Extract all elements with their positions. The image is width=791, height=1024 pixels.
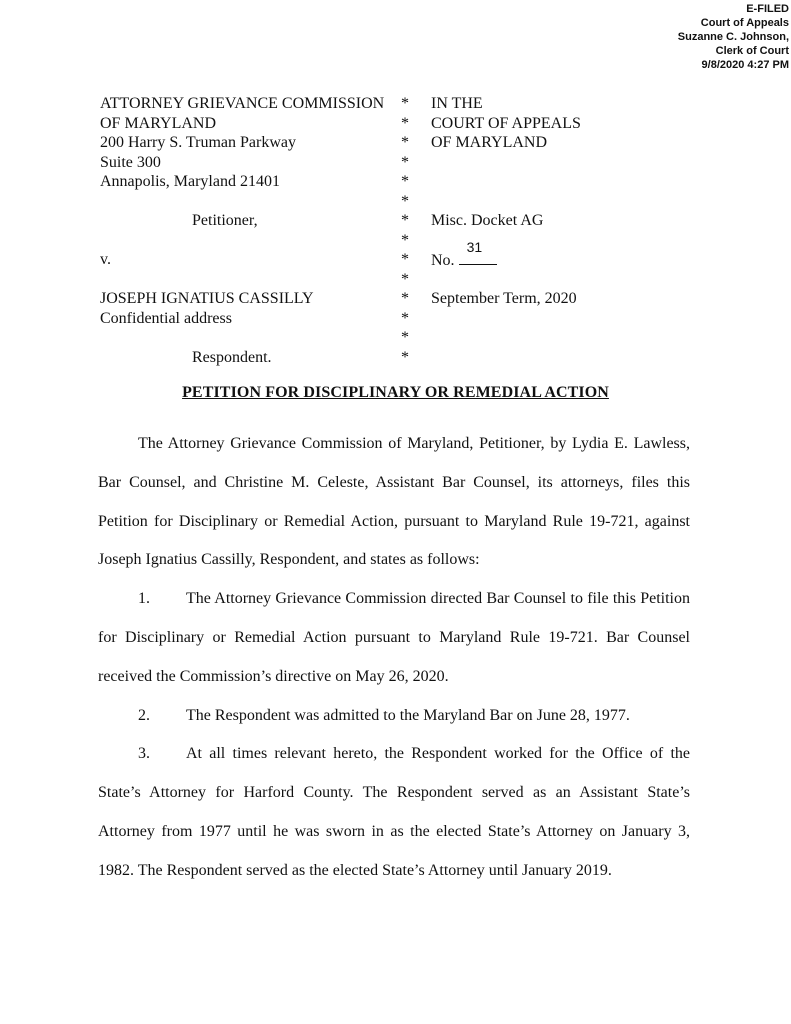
numbered-paragraph-1 [98,580,690,696]
docket-label: Misc. Docket AG [431,212,544,229]
star: * [401,231,409,249]
court-line: IN THE [431,95,483,112]
stamp-line: 9/8/2020 4:27 PM [701,59,789,71]
star: * [401,173,409,190]
star: * [401,348,409,366]
blank-line [431,192,691,212]
paragraph-text: The Attorney Grievance Commission directed Bar Counsel to file this Petition for Disciplinary or Remedial Action pursuant to Maryland Rule 19-721. Bar Counsel received the Commission’s directive on May 26, 2020. [98,590,690,685]
court-line: OF MARYLAND [431,134,548,151]
caption-parties [100,94,396,367]
petitioner-name: ATTORNEY GRIEVANCE COMMISSION [100,95,385,112]
blank-line [431,270,691,290]
star: * [401,95,409,112]
star: * [401,212,409,229]
blank-line [100,270,396,290]
star: * [401,329,409,346]
star: * [401,192,409,210]
court-line: COURT OF APPEALS [431,114,581,132]
blank-line [431,153,691,173]
paragraph-text: The Respondent was admitted to the Maryland Bar on June 28, 1977. [186,706,630,724]
blank-line [100,328,396,348]
caption-court [431,94,691,309]
petitioner-address: Suite 300 [100,153,161,171]
intro-paragraph: The Attorney Grievance Commission of Maryland, Petitioner, by Lydia E. Lawless, Bar Counsel, and Christine M. Celeste, Assistant Bar Counsel, its attorneys, files this Petition for Disciplinary or Remedial Action, pursuant to Maryland Rule 19-721, against Joseph Ignatius Cassilly, Respondent, and states as follows: [98,435,690,569]
versus: v. [100,251,111,268]
caption-star-column [399,94,411,367]
star: * [401,251,409,268]
petitioner-label: Petitioner, [192,212,258,229]
efiled-stamp [678,2,789,72]
star: * [401,309,409,327]
numbered-paragraph-2 [98,697,690,736]
blank-line [100,192,396,212]
case-caption [100,94,720,364]
petitioner-name: OF MARYLAND [100,114,217,132]
stamp-line: E-FILED [746,3,789,15]
term: September Term, 2020 [431,290,577,307]
paragraph-number: 2. [138,706,150,724]
docket-number [431,239,691,270]
number-label: No. [431,252,455,269]
blank-line [100,231,396,251]
petition-body [98,425,690,891]
number-value: 31 [466,239,483,255]
paragraph-number: 1. [138,590,150,608]
stamp-line: Suzanne C. Johnson, [677,31,789,43]
blank-line [431,172,691,192]
star: * [401,134,409,151]
paragraph-text: At all times relevant hereto, the Respondent worked for the Office of the State’s Attorney for Harford County. The Respondent served as an Assistant State’s Attorney from 1977 until he was sworn in as the elected State’s Attorney on January 3, 1982. The Respondent served as the elected State’s Attorney until January 2019. [98,745,690,879]
respondent-label: Respondent. [192,348,272,366]
respondent-name: JOSEPH IGNATIUS CASSILLY [100,290,314,307]
star: * [401,153,409,171]
numbered-paragraph-3 [98,735,690,890]
number-blank [459,239,497,265]
star: * [401,290,409,307]
petitioner-address: Annapolis, Maryland 21401 [100,173,280,190]
petitioner-address: 200 Harry S. Truman Parkway [100,134,296,151]
paragraph-number: 3. [138,745,150,763]
document-title: PETITION FOR DISCIPLINARY OR REMEDIAL ACTION [182,384,609,401]
stamp-line: Clerk of Court [715,45,789,57]
respondent-address: Confidential address [100,309,232,327]
stamp-line: Court of Appeals [700,17,789,29]
star: * [401,114,409,132]
star: * [401,270,409,288]
